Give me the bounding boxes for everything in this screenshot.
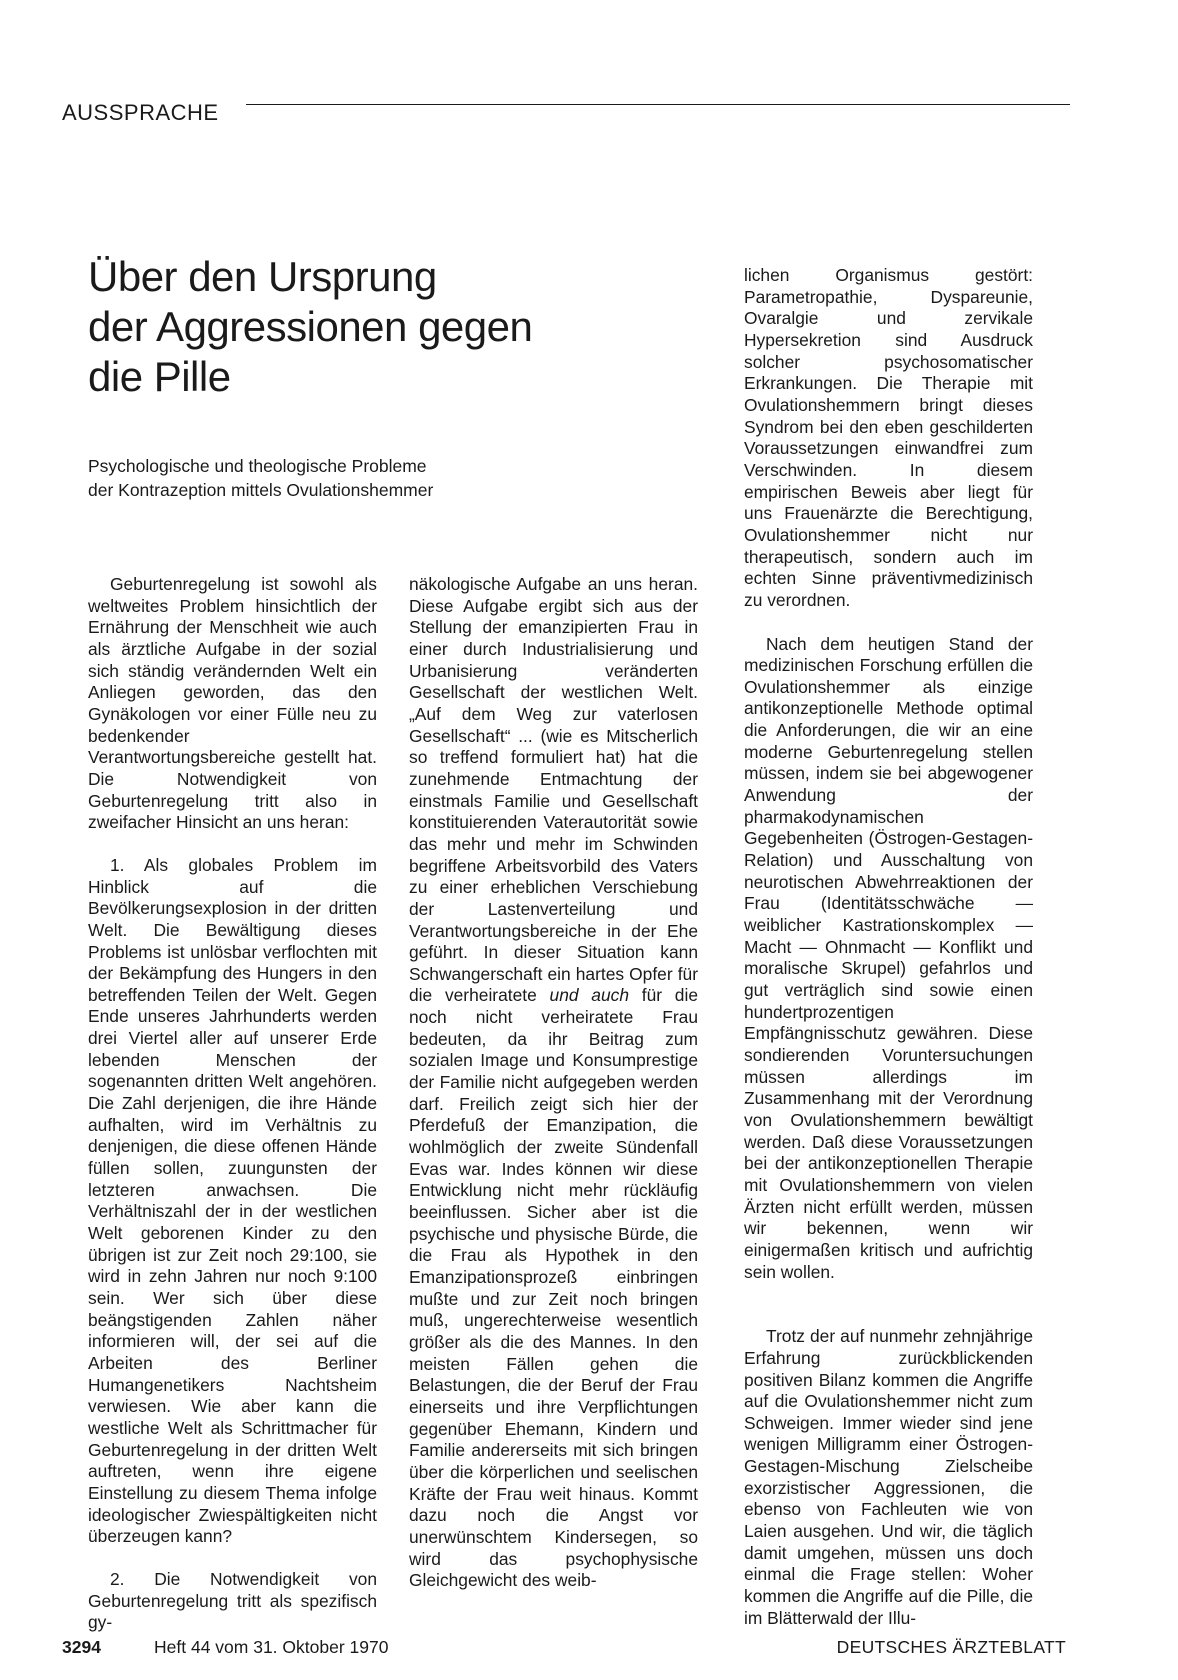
text-column-3	[744, 265, 1033, 1629]
paragraph: 1. Als globales Problem im Hinblick auf die Bevölkerungsexplosion in der dritten Welt. Die Bewältigung dieses Problems ist unlösbar verflochten mit der Bekämpfung des Hungers in den betreffenden Teilen der Welt. Gegen Ende unseres Jahrhunderts werden drei Viertel aller auf unserer Erde lebenden Menschen der sogenannten dritten Welt angehören. Die Zahl derjenigen, die ihre Hände aufhalten, wird im Verhältnis zu denjenigen, die diese offenen Hände füllen sollen, zuungunsten der letzteren anwachsen. Die Verhältniszahl der in der westlichen Welt geborenen Kinder zu den übrigen ist zur Zeit noch 29:100, sie wird in zehn Jahren nur noch 9:100 sein. Wer sich über diese beängstigenden Zahlen näher informieren will, der sei auf die Arbeiten des Berliner Humangenetikers Nachtsheim verwiesen. Wie aber kann die westliche Welt als Schrittmacher für Geburtenregelung in der dritten Welt auftreten, wenn ihre eigene Einstellung zu diesem Thema infolge ideologischer Zwiespältigkeiten nicht überzeugen kann?	[88, 854, 377, 1547]
subtitle-line: Psychologische und theologische Probleme	[88, 456, 427, 476]
paragraph-text: näkologische Aufgabe an uns heran. Diese Aufgabe ergibt sich aus der Stellung der emanzipierten Frau in einer durch Industrialisierung und Urbanisierung veränderten Gesellschaft der westlichen Welt. „Auf dem Weg zur vaterlosen Gesellschaft“ ... (wie es Mitscherlich so treffend formuliert hat) hat die zunehmende Entmachtung der einstmals Familie und Gesellschaft konstituierenden Vaterautorität sowie das mehr und mehr im Schwinden begriffene Arbeitsvorbild des Vaters zu einer erheblichen Verschiebung der Lastenverteilung und Verantwortungsbereiche in der Ehe geführt. In dieser Situation kann Schwangerschaft ein hartes Opfer für die verheiratete	[409, 574, 698, 1006]
paragraph: 2. Die Notwendigkeit von Geburtenregelung tritt als spezifisch gy-	[88, 1568, 377, 1633]
text-column-2	[409, 574, 698, 1592]
paragraph-text: für die noch nicht verheiratete Frau bedeuten, da ihr Beitrag zum sozialen Image und Konsumprestige der Familie nicht aufgegeben werden darf. Freilich zeigt sich hier der Pferdefuß der Emanzipation, die wohlmöglich der zweite Sündenfall Evas war. Indes können wir diese Entwicklung nicht mehr rückläufig beeinflussen. Sicher aber ist die psychische und physische Bürde, die die Frau als Hypothek in den Emanzipationsprozeß einbringen mußte und zur Zeit noch bringen muß, ungerechterweise wesentlich größer als die des Mannes. In den meisten Fällen gehen die Belastungen, die der Beruf der Frau einerseits und ihre Verpflichtungen gegenüber Ehemann, Kindern und Familie andererseits mit sich bringen über die körperlichen und seelischen Kräfte der Frau weit hinaus. Kommt dazu noch die Angst vor unerwünschtem Kindersegen, so wird das psychophysische Gleichgewicht des weib-	[409, 985, 698, 1591]
section-label: AUSSPRACHE	[62, 100, 219, 125]
page-number: 3294	[62, 1637, 101, 1657]
article-title	[88, 252, 648, 402]
section-rule	[246, 104, 1070, 105]
title-line: der Aggressionen gegen	[88, 303, 533, 350]
paragraph: Trotz der auf nunmehr zehnjährige Erfahrung zurückblickenden positiven Bilanz kommen die Angriffe auf die Ovulationshemmer nicht zum Schweigen. Immer wieder sind jene wenigen Milligramm einer Östrogen-Gestagen-Mischung Zielscheibe exorzistischer Aggressionen, die ebenso von Fachleuten wie von Laien ausgehen. Und wir, die täglich damit umgehen, müssen uns doch einmal die Frage stellen: Woher kommen die Angriffe auf die Pille, die im Blätterwald der Illu-	[744, 1326, 1033, 1628]
journal-name: DEUTSCHES ÄRZTEBLATT	[836, 1637, 1066, 1657]
paragraph: lichen Organismus gestört: Parametropathie, Dyspareunie, Ovaralgie und zervikale Hypersekretion sind Ausdruck solcher psychosomatischer Erkrankungen. Die Therapie mit Ovulationshemmern bringt dieses Syndrom bei den eben geschilderten Voraussetzungen einwandfrei zum Verschwinden. In diesem empirischen Beweis aber liegt für uns Frauenärzte die Berechtigung, Ovulationshemmer nicht nur therapeutisch, sondern auch im echten Sinne präventivmedizinisch zu verordnen.	[744, 265, 1033, 610]
title-line: Über den Ursprung	[88, 253, 437, 300]
paragraph: Nach dem heutigen Stand der medizinischen Forschung erfüllen die Ovulationshemmer als einzige antikonzeptionelle Methode optimal die Anforderungen, die wir an eine moderne Geburtenregelung stellen müssen, indem sie bei abgewogener Anwendung der pharmakodynamischen Gegebenheiten (Östrogen-Gestagen-Relation) und Ausschaltung von neurotischen Abwehrreaktionen der Frau (Identitätsschwäche — weiblicher Kastrationskomplex — Macht — Ohnmacht — Konflikt und moralische Skrupel) gefahrlos und gut verträglich sind sowie einen hundertprozentigen Empfängnisschutz gewähren. Diese sondierenden Voruntersuchungen müssen allerdings im Zusammenhang mit der Verordnung von Ovulationshemmern bewältigt werden. Daß diese Voraussetzungen bei der antikonzeptionellen Therapie mit Ovulationshemmern von vielen Ärzten nicht erfüllt werden, müssen wir bekennen, wenn wir einigermaßen kritisch und aufrichtig sein wollen.	[744, 633, 1033, 1282]
subtitle-line: der Kontrazeption mittels Ovulationshemmer	[88, 480, 434, 500]
emphasis-text: und auch	[549, 985, 629, 1006]
issue-info: Heft 44 vom 31. Oktober 1970	[154, 1637, 389, 1657]
paragraph: Geburtenregelung ist sowohl als weltweites Problem hinsichtlich der Ernährung der Menschheit wie auch als ärztliche Aufgabe in der sozial sich ständig verändernden Welt ein Anliegen geworden, das den Gynäkologen vor einer Fülle neu zu bedenkender Verantwortungsbereiche gestellt hat. Die Notwendigkeit von Geburtenregelung tritt also in zweifacher Hinsicht an uns heran:	[88, 574, 377, 833]
article-subtitle	[88, 454, 648, 502]
paragraph	[409, 574, 698, 1592]
text-column-1	[88, 574, 377, 1634]
title-line: die Pille	[88, 353, 231, 400]
